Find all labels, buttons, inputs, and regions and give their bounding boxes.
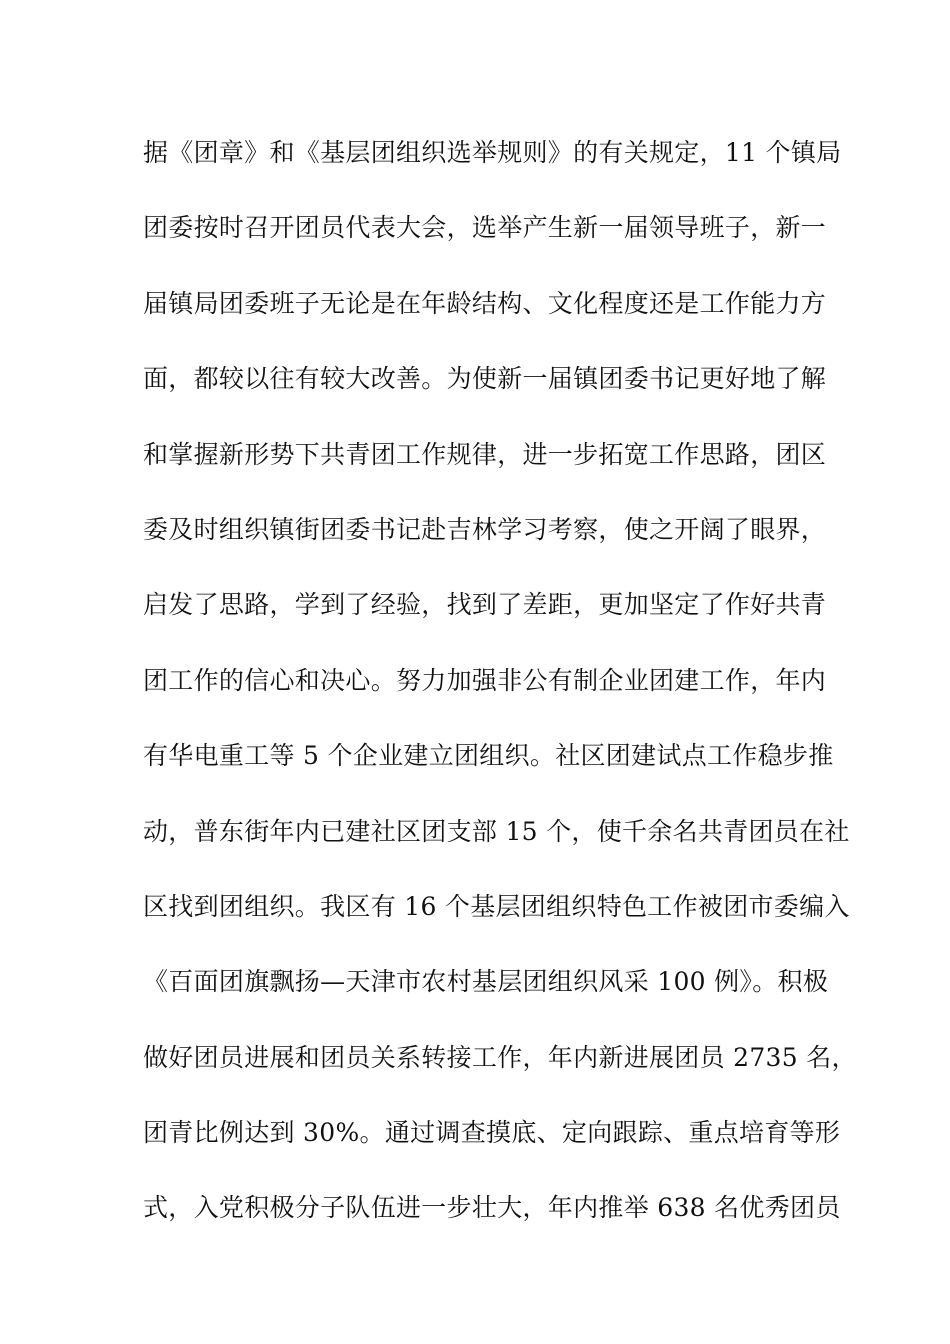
text-line: 启发了思路，学到了经验，找到了差距，更加坚定了作好共青: [143, 590, 827, 620]
text-line: 团工作的信心和决心。努力加强非公有制企业团建工作，年内: [143, 665, 827, 695]
text-line: 据《团章》和《基层团组织选举规则》的有关规定，11 个镇局: [143, 138, 842, 167]
text-line: 委及时组织镇街团委书记赴吉林学习考察，使之开阔了眼界，: [143, 514, 827, 544]
text-line: 动，普东街年内已建社区团支部 15 个，使千余名共青团员在社: [143, 816, 850, 846]
text-line: 区找到团组织。我区有 16 个基层团组织特色工作被团市委编入: [143, 891, 850, 921]
text-line: 团委按时召开团员代表大会，选举产生新一届领导班子，新一: [143, 213, 827, 243]
text-line: 届镇局团委班子无论是在年龄结构、文化程度还是工作能力方: [143, 288, 827, 318]
text-line: 《百面团旗飘扬—天津市农村基层团组织风采 100 例》。积极: [143, 967, 829, 997]
text-line: 做好团员进展和团员关系转接工作，年内新进展团员 2735 名，: [143, 1042, 857, 1072]
text-line: 团青比例达到 30%。通过调查摸底、定向跟踪、重点培育等形: [143, 1118, 841, 1148]
text-line: 有华电重工等 5 个企业建立团组织。社区团建试点工作稳步推: [143, 741, 834, 771]
text-line: 和掌握新形势下共青团工作规律，进一步拓宽工作思路，团区: [143, 439, 827, 469]
text-line: 面，都较以往有较大改善。为使新一届镇团委书记更好地了解: [143, 364, 827, 394]
body-text: [143, 130, 857, 1261]
text-line: 式，入党积极分子队伍进一步壮大，年内推举 638 名优秀团员: [143, 1193, 841, 1223]
